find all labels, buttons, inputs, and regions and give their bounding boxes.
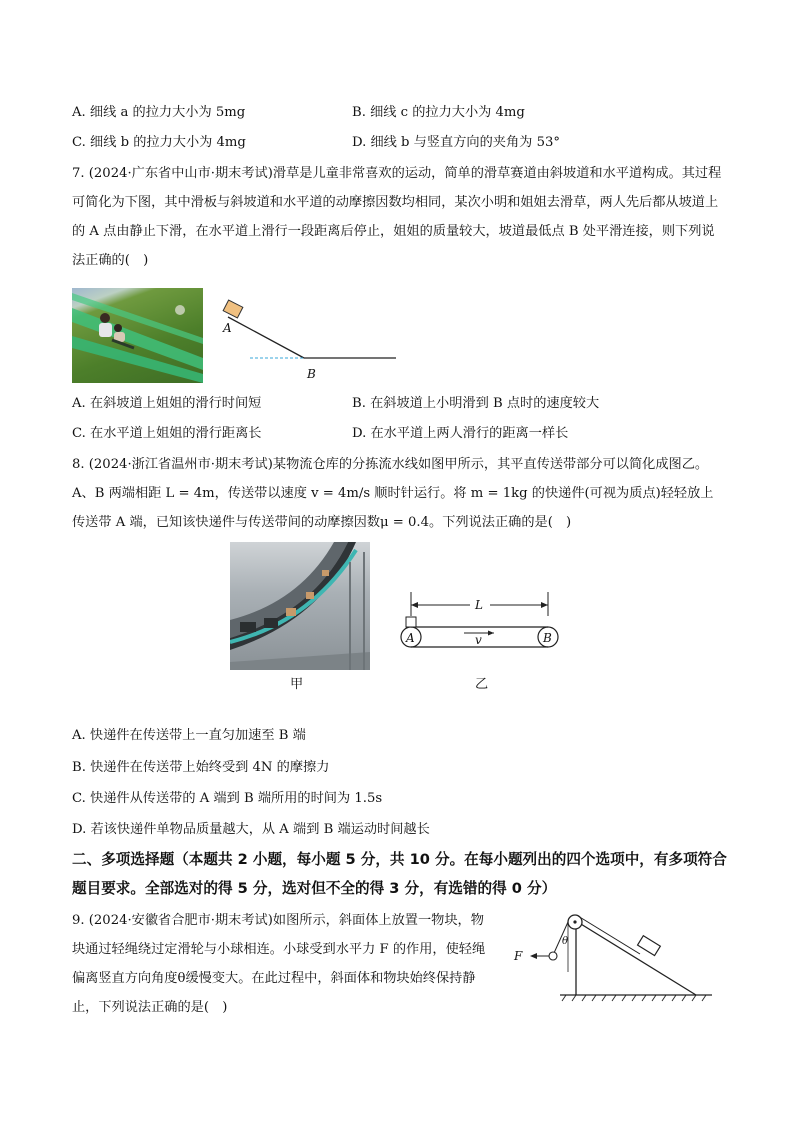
rope-to-block bbox=[578, 916, 640, 954]
conveyor-diagram bbox=[398, 592, 568, 672]
q8-option-d: D. 若该快递件单物品质量越大，从 A 端到 B 端运动时间越长 bbox=[72, 822, 430, 837]
q6-option-b: B. 细线 c 的拉力大小为 4mg bbox=[352, 105, 525, 120]
force-label: F bbox=[514, 949, 523, 963]
point-a-label: A bbox=[223, 321, 232, 335]
incline-pulley-diagram bbox=[514, 908, 712, 1008]
grass-sledding-photo bbox=[72, 288, 203, 383]
velocity-label: v bbox=[475, 633, 482, 647]
q8-stem: 8. (2024·浙江省温州市·期末考试)某物流仓库的分拣流水线如图甲所示，其平直传送带部分可以简化成图乙。A、B 两端相距 L = 4m，传送带以速度 v = 4m/s 顺时针运行。将 m = 1kg 的快递件(可视为质点)轻轻放上传送带 A 端，已知该快递件与传送带间的动摩擦因数μ = 0.4。下列说法正确的是( ) bbox=[72, 457, 714, 530]
roller-b-label: B bbox=[543, 631, 552, 645]
sorting-photo-graphic bbox=[230, 542, 370, 670]
q6-option-d: D. 细线 b 与竖直方向的夹角为 53° bbox=[352, 135, 560, 150]
roller-a-label: A bbox=[406, 631, 415, 645]
q7-option-c: C. 在水平道上姐姐的滑行距离长 bbox=[72, 426, 262, 441]
q8-option-a: A. 快递件在传送带上一直匀加速至 B 端 bbox=[72, 728, 306, 743]
slope-diagram bbox=[218, 292, 398, 382]
slope-line bbox=[228, 317, 304, 358]
q7-option-d: D. 在水平道上两人滑行的距离一样长 bbox=[352, 426, 569, 441]
sorting-line-photo bbox=[230, 542, 370, 670]
point-b-label: B bbox=[307, 367, 316, 381]
grass-photo-graphic bbox=[72, 288, 203, 383]
q7-stem: 7. (2024·广东省中山市·期末考试)滑草是儿童非常喜欢的运动，简单的滑草赛道由斜坡道和水平道构成。其过程可简化为下图，其中滑板与斜坡道和水平道的动摩擦因数均相同，某次小明和姐姐去滑草，两人先后都从坡道上的 A 点由静止下滑，在水平道上滑行一段距离后停止，姐姐的质量较大，坡道最低点 B 处平滑连接，则下列说法正确的( ) bbox=[72, 166, 722, 268]
q6-option-a: A. 细线 a 的拉力大小为 5mg bbox=[72, 105, 246, 120]
slider-block bbox=[223, 300, 243, 318]
incline-surface bbox=[576, 921, 696, 995]
q9-stem: 9. (2024·安徽省合肥市·期末考试)如图所示，斜面体上放置一物块，物块通过轻绳绕过定滑轮与小球相连。小球受到水平力 F 的作用，使轻绳偏离竖直方向角度θ缓慢变大。在此过程中，斜面体和物块始终保持静止，下列说法正确的是( ) bbox=[72, 913, 486, 1015]
theta-label: θ bbox=[562, 936, 569, 947]
block-on-incline bbox=[638, 936, 661, 956]
section-2-header: 二、多项选择题（本题共 2 小题，每小题 5 分，共 10 分。在每小题列出的四个选项中，有多项符合题目要求。全部选对的得 5 分，选对但不全的得 3 分，有选错的得 0 分） bbox=[72, 851, 727, 897]
caption-yi: 乙 bbox=[475, 677, 489, 692]
pulley-axle bbox=[573, 920, 576, 923]
package-block bbox=[406, 617, 416, 627]
caption-jia: 甲 bbox=[290, 677, 304, 692]
small-ball bbox=[549, 952, 557, 960]
q8-option-c: C. 快递件从传送带的 A 端到 B 端所用的时间为 1.5s bbox=[72, 791, 383, 806]
q8-option-b: B. 快递件在传送带上始终受到 4N 的摩擦力 bbox=[72, 760, 330, 775]
ground-hatching bbox=[562, 995, 706, 1001]
q6-option-c: C. 细线 b 的拉力大小为 4mg bbox=[72, 135, 246, 150]
length-label: L bbox=[475, 598, 483, 612]
q7-option-a: A. 在斜坡道上姐姐的滑行时间短 bbox=[72, 396, 262, 411]
q7-option-b: B. 在斜坡道上小明滑到 B 点时的速度较大 bbox=[352, 396, 600, 411]
